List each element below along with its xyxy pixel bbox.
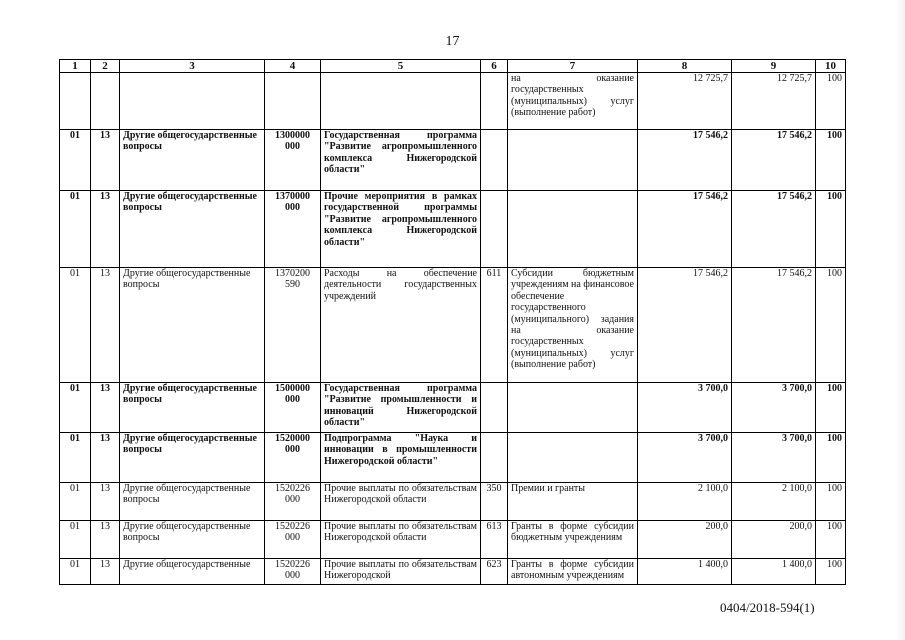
section-code-cell: 01 bbox=[60, 383, 91, 433]
subsection-code-cell: 13 bbox=[91, 483, 120, 521]
planned-amount-cell: 1 400,0 bbox=[638, 559, 732, 585]
executed-amount-cell: 12 725,7 bbox=[732, 73, 816, 130]
expense-type-code-cell bbox=[481, 383, 508, 433]
expense-type-code-cell: 611 bbox=[481, 268, 508, 383]
expense-type-name-cell bbox=[508, 383, 638, 433]
executed-amount-cell: 3 700,0 bbox=[732, 383, 816, 433]
expense-type-name-cell: Гранты в форме субсидии бюджетным учреждениям bbox=[508, 521, 638, 559]
table-row bbox=[60, 130, 846, 191]
table-row bbox=[60, 483, 846, 521]
section-code-cell: 01 bbox=[60, 130, 91, 191]
expense-type-name-cell bbox=[508, 191, 638, 268]
column-header-2: 2 bbox=[91, 60, 120, 73]
section-code-cell: 01 bbox=[60, 559, 91, 585]
planned-amount-cell: 3 700,0 bbox=[638, 433, 732, 483]
expense-type-code-cell bbox=[481, 73, 508, 130]
planned-amount-cell: 17 546,2 bbox=[638, 191, 732, 268]
target-article-code-cell bbox=[265, 73, 321, 130]
target-article-code-cell: 1300000 000 bbox=[265, 130, 321, 191]
target-article-code-cell: 1520226 000 bbox=[265, 483, 321, 521]
expense-type-name-cell: Субсидии бюджетным учреждениям на финансовое обеспечение государственного (муниципального) задания на оказание государственных (муниципальных) услуг (выполнение работ) bbox=[508, 268, 638, 383]
section-code-cell: 01 bbox=[60, 521, 91, 559]
page-number: 17 bbox=[445, 34, 460, 49]
planned-amount-cell: 12 725,7 bbox=[638, 73, 732, 130]
target-article-name-cell: Прочие выплаты по обязательствам Нижегородской области bbox=[321, 483, 481, 521]
target-article-name-cell bbox=[321, 73, 481, 130]
expense-type-name-cell bbox=[508, 433, 638, 483]
executed-amount-cell: 17 546,2 bbox=[732, 268, 816, 383]
column-header-1: 1 bbox=[60, 60, 91, 73]
column-header-4: 4 bbox=[265, 60, 321, 73]
planned-amount-cell: 3 700,0 bbox=[638, 383, 732, 433]
expense-type-name-cell bbox=[508, 130, 638, 191]
table-body bbox=[60, 73, 846, 585]
section-name-cell: Другие общегосударственные вопросы bbox=[120, 268, 265, 383]
table-row bbox=[60, 191, 846, 268]
column-header-5: 5 bbox=[321, 60, 481, 73]
section-name-cell: Другие общегосударственные bbox=[120, 559, 265, 585]
column-header-7: 7 bbox=[508, 60, 638, 73]
section-name-cell: Другие общегосударственные вопросы bbox=[120, 521, 265, 559]
subsection-code-cell: 13 bbox=[91, 383, 120, 433]
planned-amount-cell: 17 546,2 bbox=[638, 130, 732, 191]
table-row bbox=[60, 268, 846, 383]
target-article-name-cell: Расходы на обеспечение деятельности государственных учреждений bbox=[321, 268, 481, 383]
expense-type-code-cell: 613 bbox=[481, 521, 508, 559]
target-article-name-cell: Государственная программа "Развитие промышленности и инноваций Нижегородской области" bbox=[321, 383, 481, 433]
column-header-9: 9 bbox=[732, 60, 816, 73]
target-article-name-cell: Прочие выплаты по обязательствам Нижегородской bbox=[321, 559, 481, 585]
target-article-code-cell: 1520226 000 bbox=[265, 521, 321, 559]
column-header-6: 6 bbox=[481, 60, 508, 73]
header-row bbox=[60, 60, 846, 73]
section-name-cell bbox=[120, 73, 265, 130]
planned-amount-cell: 17 546,2 bbox=[638, 268, 732, 383]
expense-type-name-cell: Премии и гранты bbox=[508, 483, 638, 521]
target-article-name-cell: Прочие мероприятия в рамках государственной программы "Развитие агропромышленного комплекса Нижегородской области" bbox=[321, 191, 481, 268]
planned-amount-cell: 2 100,0 bbox=[638, 483, 732, 521]
target-article-code-cell: 1370000 000 bbox=[265, 191, 321, 268]
section-code-cell: 01 bbox=[60, 268, 91, 383]
execution-percent-cell: 100 bbox=[816, 383, 846, 433]
target-article-code-cell: 1500000 000 bbox=[265, 383, 321, 433]
document-code: 0404/2018-594(1) bbox=[720, 600, 815, 615]
target-article-name-cell: Прочие выплаты по обязательствам Нижегородской области bbox=[321, 521, 481, 559]
expense-type-code-cell bbox=[481, 433, 508, 483]
expense-type-code-cell bbox=[481, 130, 508, 191]
executed-amount-cell: 1 400,0 bbox=[732, 559, 816, 585]
section-code-cell: 01 bbox=[60, 191, 91, 268]
expense-type-code-cell: 623 bbox=[481, 559, 508, 585]
section-code-cell: 01 bbox=[60, 433, 91, 483]
planned-amount-cell: 200,0 bbox=[638, 521, 732, 559]
execution-percent-cell: 100 bbox=[816, 521, 846, 559]
table-row bbox=[60, 559, 846, 585]
target-article-name-cell: Подпрограмма "Наука и инновации в промышленности Нижегородской области" bbox=[321, 433, 481, 483]
column-header-8: 8 bbox=[638, 60, 732, 73]
subsection-code-cell: 13 bbox=[91, 559, 120, 585]
column-header-10: 10 bbox=[816, 60, 846, 73]
execution-percent-cell: 100 bbox=[816, 73, 846, 130]
target-article-code-cell: 1520000 000 bbox=[265, 433, 321, 483]
column-header-3: 3 bbox=[120, 60, 265, 73]
table-row bbox=[60, 383, 846, 433]
executed-amount-cell: 3 700,0 bbox=[732, 433, 816, 483]
execution-percent-cell: 100 bbox=[816, 559, 846, 585]
expense-type-name-cell: на оказание государственных (муниципальных) услуг (выполнение работ) bbox=[508, 73, 638, 130]
executed-amount-cell: 200,0 bbox=[732, 521, 816, 559]
section-name-cell: Другие общегосударственные вопросы bbox=[120, 383, 265, 433]
execution-percent-cell: 100 bbox=[816, 483, 846, 521]
subsection-code-cell: 13 bbox=[91, 130, 120, 191]
subsection-code-cell: 13 bbox=[91, 433, 120, 483]
executed-amount-cell: 17 546,2 bbox=[732, 130, 816, 191]
table-row bbox=[60, 73, 846, 130]
section-name-cell: Другие общегосударственные вопросы bbox=[120, 130, 265, 191]
subsection-code-cell bbox=[91, 73, 120, 130]
target-article-code-cell: 1520226 000 bbox=[265, 559, 321, 585]
execution-percent-cell: 100 bbox=[816, 191, 846, 268]
execution-percent-cell: 100 bbox=[816, 268, 846, 383]
target-article-code-cell: 1370200 590 bbox=[265, 268, 321, 383]
section-name-cell: Другие общегосударственные вопросы bbox=[120, 483, 265, 521]
expense-type-code-cell: 350 bbox=[481, 483, 508, 521]
expense-type-name-cell: Гранты в форме субсидии автономным учреждениям bbox=[508, 559, 638, 585]
execution-percent-cell: 100 bbox=[816, 130, 846, 191]
scan-edge-shade bbox=[895, 0, 905, 640]
section-code-cell bbox=[60, 73, 91, 130]
expense-type-code-cell bbox=[481, 191, 508, 268]
executed-amount-cell: 17 546,2 bbox=[732, 191, 816, 268]
table-row bbox=[60, 433, 846, 483]
section-name-cell: Другие общегосударственные вопросы bbox=[120, 191, 265, 268]
executed-amount-cell: 2 100,0 bbox=[732, 483, 816, 521]
section-name-cell: Другие общегосударственные вопросы bbox=[120, 433, 265, 483]
budget-table bbox=[59, 59, 846, 585]
subsection-code-cell: 13 bbox=[91, 191, 120, 268]
table-row bbox=[60, 521, 846, 559]
subsection-code-cell: 13 bbox=[91, 521, 120, 559]
section-code-cell: 01 bbox=[60, 483, 91, 521]
subsection-code-cell: 13 bbox=[91, 268, 120, 383]
execution-percent-cell: 100 bbox=[816, 433, 846, 483]
target-article-name-cell: Государственная программа "Развитие агропромышленного комплекса Нижегородской области" bbox=[321, 130, 481, 191]
